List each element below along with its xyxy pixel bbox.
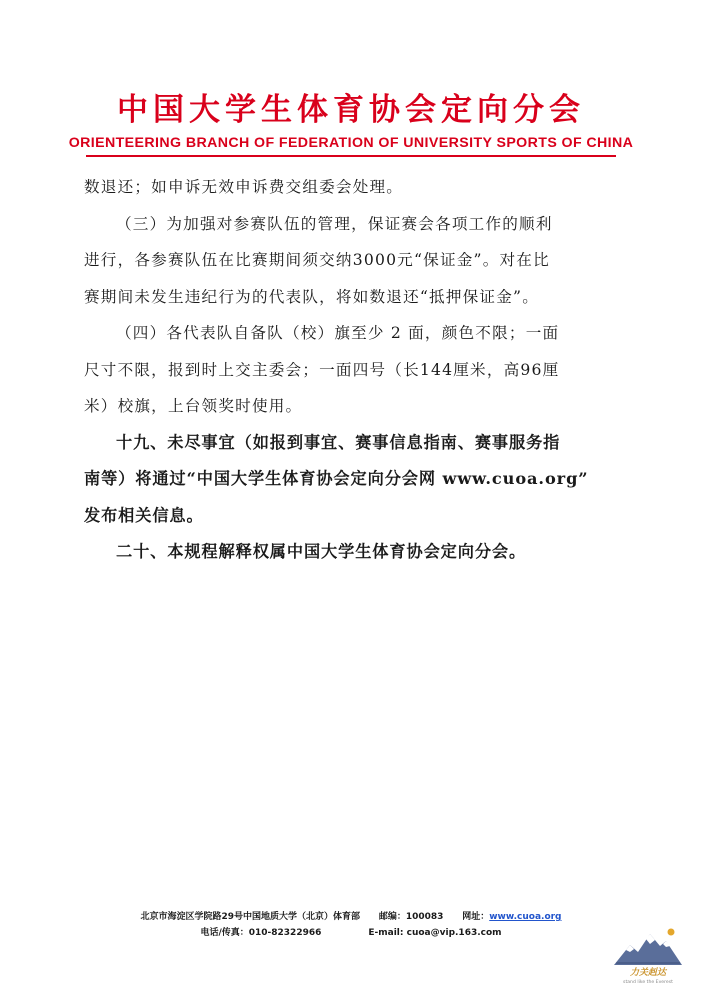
logo-slogan: 力关赳达 [629,968,667,978]
body-line: 二十、本规程解释权属中国大学生体育协会定向分会。 [116,542,527,561]
footer-website-link[interactable]: www.cuoa.org [489,912,562,922]
footer-postcode-label: 邮编： [378,912,406,922]
footer-phone-label: 电话/传真： [200,928,249,938]
body-line: （三）为加强对参赛队伍的管理，保证赛会各项工作的顺利 [116,214,553,233]
footer-postcode: 100083 [405,912,444,922]
footer-contact-line [0,925,702,938]
body-line: 进行，各参赛队伍在比赛期间须交纳3000元“保证金”。对在比 [84,251,550,269]
body-line: 数退还；如申诉无效申诉费交组委会处理。 [84,178,404,196]
footer-phone: 010-82322966 [248,928,322,938]
header-title-cn: 中国大学生体育协会定向分会 [117,92,585,128]
body-line: 南等）将通过“中国大学生体育协会定向分会网 www.cuoa.org” [84,469,589,488]
footer-website-label: 网址： [462,912,490,922]
body-line: 尺寸不限，报到时上交主委会；一面四号（长144厘米，高96厘 [84,360,560,379]
header-divider [86,155,616,157]
mountain-logo-icon [608,925,688,987]
footer-email-label: E-mail: [368,928,404,938]
body-line: （四）各代表队自备队（校）旗至少 2 面，颜色不限；一面 [116,324,560,342]
body-line: 十九、未尽事宜（如报到事宜、赛事信息指南、赛事服务指 [116,432,561,452]
footer-email: cuoa@vip.163.com [406,928,502,938]
body-line: 米）校旗，上台领奖时使用。 [84,397,303,415]
footer-address: 北京市海淀区学院路29号中国地质大学（北京）体育部 [140,912,360,922]
header-title-en: ORIENTEERING BRANCH OF FEDERATION OF UNIVERSITY SPORTS OF CHINA [68,135,634,151]
body-line: 赛期间未发生违纪行为的代表队，将如数退还“抵押保证金”。 [84,287,539,306]
body-line: 发布相关信息。 [84,505,204,525]
footer-address-line [0,909,702,922]
logo-subtitle: stand like the Everest [623,980,673,985]
